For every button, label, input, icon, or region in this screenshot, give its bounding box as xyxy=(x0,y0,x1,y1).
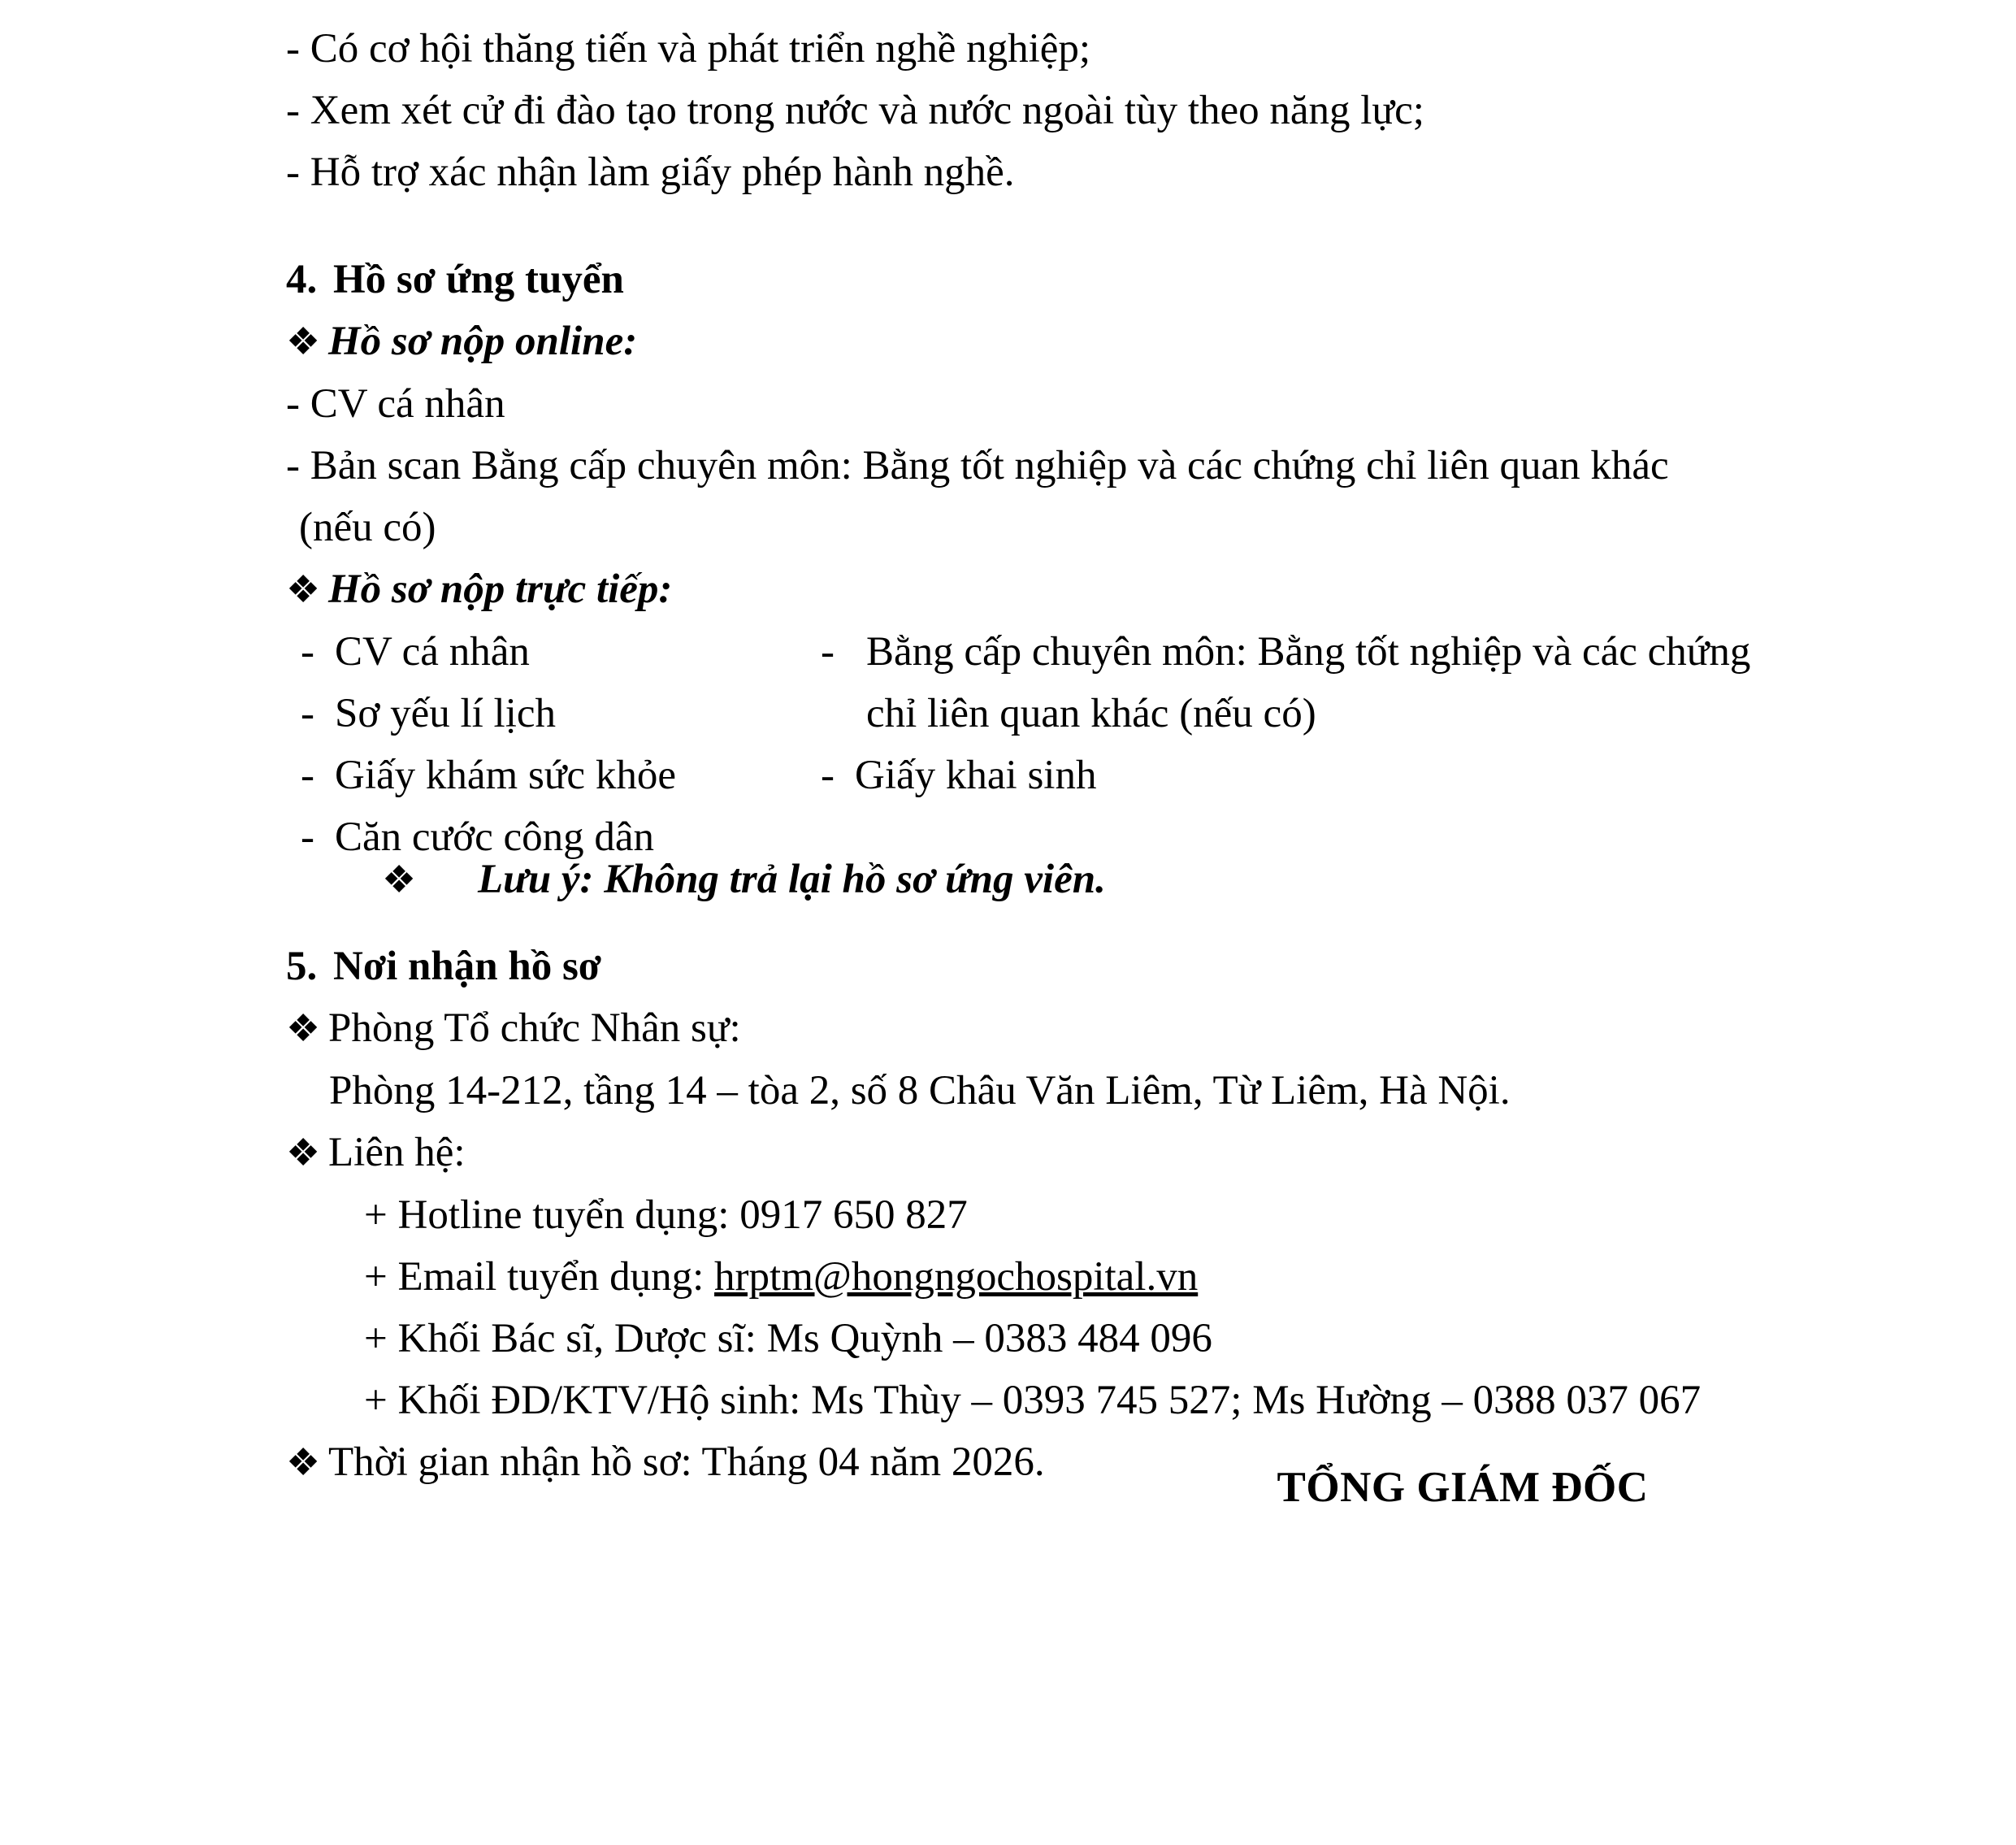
dash-marker: - xyxy=(301,814,314,860)
benefit-line-2: - Xem xét cử đi đào tạo trong nước và nước ngoài tùy theo năng lực; xyxy=(286,88,1424,133)
dash-marker: - xyxy=(301,753,314,798)
benefit-line-1: - Có cơ hội thăng tiến và phát triển nghề nghiệp; xyxy=(286,26,1091,72)
hotline-label: + Hotline tuyển dụng: xyxy=(364,1192,740,1238)
online-dossier-label: Hồ sơ nộp online: xyxy=(328,319,638,364)
hotline-line xyxy=(0,1184,2016,1246)
list-item xyxy=(301,683,821,745)
benefit-line-3: - Hỗ trợ xác nhận làm giấy phép hành nghề. xyxy=(286,150,1015,195)
online-item-2-continuation: (nếu có) xyxy=(299,505,436,550)
hotline-value: 0917 650 827 xyxy=(739,1192,968,1238)
email-address-link[interactable]: hrptm@hongngochospital.vn xyxy=(714,1254,1199,1300)
dossier-note-text: Lưu ý: Không trả lại hồ sơ ứng viên. xyxy=(478,857,1106,902)
list-item xyxy=(821,621,1861,683)
inperson-dossier-columns xyxy=(0,621,2016,860)
online-item-2: - Bản scan Bằng cấp chuyên môn: Bằng tốt nghiệp và các chứng chỉ liên quan khác xyxy=(286,443,1669,488)
diamond-bullet-icon: ❖ xyxy=(286,569,321,611)
list-item-label: Giấy khám sức khỏe xyxy=(335,753,676,798)
section-4-heading xyxy=(0,249,2016,310)
inperson-dossier-label: Hồ sơ nộp trực tiếp: xyxy=(328,567,673,612)
list-item-label: Căn cước công dân xyxy=(335,814,655,860)
section-5-title: Nơi nhận hồ sơ xyxy=(333,944,602,989)
diamond-bullet-icon: ❖ xyxy=(286,1132,321,1174)
list-item xyxy=(301,745,821,806)
inperson-right-column xyxy=(821,621,1861,806)
diamond-bullet-icon: ❖ xyxy=(286,1008,321,1050)
section-5-heading xyxy=(0,936,2016,997)
section-5-number: 5. xyxy=(286,944,318,989)
section-4-number: 4. xyxy=(286,257,318,302)
inperson-dossier-heading xyxy=(0,558,2016,621)
list-item xyxy=(301,621,821,683)
dash-marker: - xyxy=(821,753,835,798)
doctor-contact-line: + Khối Bác sĩ, Dược sĩ: Ms Quỳnh – 0383 484 096 xyxy=(364,1316,1212,1361)
nurse-contact-line: + Khối ĐD/KTV/Hộ sinh: Ms Thùy – 0393 745 527; Ms Hường – 0388 037 067 xyxy=(364,1378,1702,1423)
department-label: Phòng Tổ chức Nhân sự: xyxy=(328,1005,741,1051)
email-label: + Email tuyển dụng: xyxy=(364,1254,715,1300)
list-item-label: Bằng cấp chuyên môn: Bằng tốt nghiệp và các chứng xyxy=(866,629,1751,675)
list-item-label: Sơ yếu lí lịch xyxy=(335,691,557,736)
contact-label: Liên hệ: xyxy=(328,1130,466,1175)
dash-marker: - xyxy=(301,629,314,675)
list-item-continuation: chỉ liên quan khác (nếu có) xyxy=(866,691,1316,736)
email-line xyxy=(0,1246,2016,1308)
dash-marker: - xyxy=(301,691,314,736)
contact-line xyxy=(0,1122,2016,1184)
list-item xyxy=(821,745,1861,806)
diamond-bullet-icon: ❖ xyxy=(286,321,321,363)
department-line xyxy=(0,997,2016,1060)
list-item-label: CV cá nhân xyxy=(335,629,530,675)
signature-title: TỔNG GIÁM ĐỐC xyxy=(1277,1464,1649,1511)
department-address: Phòng 14-212, tầng 14 – tòa 2, số 8 Châu Văn Liêm, Từ Liêm, Hà Nội. xyxy=(329,1068,1511,1114)
diamond-bullet-icon: ❖ xyxy=(382,859,417,901)
deadline-text: Thời gian nhận hồ sơ: Tháng 04 năm 2026. xyxy=(328,1439,1045,1485)
list-item-label: Giấy khai sinh xyxy=(855,753,1097,798)
online-item-1: - CV cá nhân xyxy=(286,381,505,427)
online-dossier-heading xyxy=(0,310,2016,373)
list-item xyxy=(301,806,821,868)
dash-marker: - xyxy=(821,629,835,675)
diamond-bullet-icon: ❖ xyxy=(286,1442,321,1484)
inperson-left-column xyxy=(301,621,821,868)
section-4-title: Hồ sơ ứng tuyển xyxy=(333,257,624,302)
signature-block xyxy=(1154,1463,1771,1512)
